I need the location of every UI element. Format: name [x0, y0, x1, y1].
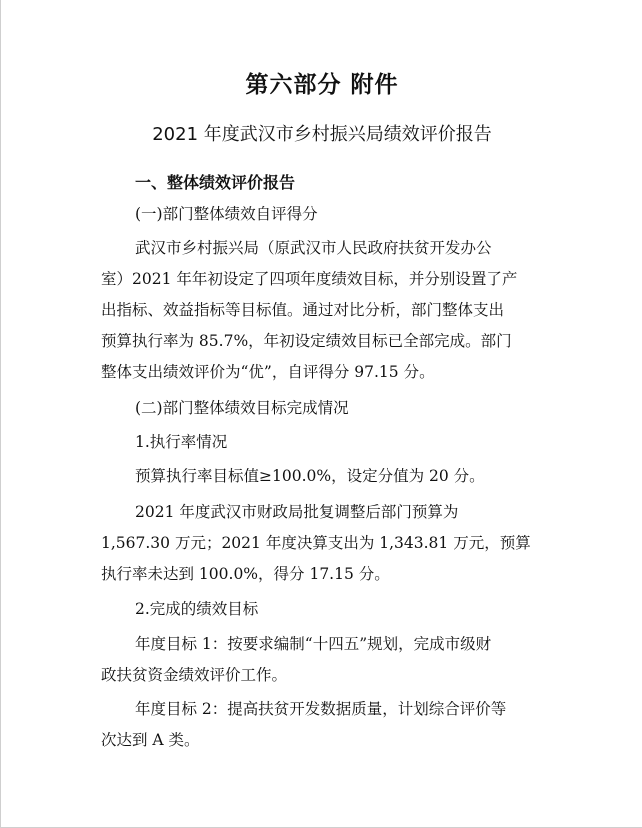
- paragraph-line: 次达到 A 类。: [101, 731, 200, 749]
- paragraph-line: 武汉市乡村振兴局（原武汉市人民政府扶贫开发办公: [135, 239, 492, 257]
- paragraph-line: 预算执行率为 85.7%，年初设定绩效目标已全部完成。部门: [101, 332, 512, 350]
- paragraph-line: 政扶贫资金绩效评价工作。: [101, 666, 288, 684]
- paragraph-line: 年度目标 2：提高扶贫开发数据质量，计划综合评价等: [135, 700, 507, 718]
- paragraph-line: 整体支出绩效评价为“优”，自评得分 97.15 分。: [101, 363, 435, 381]
- section-heading: 一、整体绩效评价报告: [135, 173, 296, 192]
- item-heading: 2.完成的绩效目标: [135, 600, 259, 618]
- paragraph-line: 2021 年度武汉市财政局批复调整后部门预算为: [135, 503, 459, 521]
- paragraph-line: 室）2021 年年初设定了四项年度绩效目标，并分别设置了产: [101, 270, 518, 288]
- item-heading: 1.执行率情况: [135, 433, 228, 451]
- paragraph-line: 预算执行率目标值≥100.0%，设定分值为 20 分。: [135, 467, 485, 485]
- paragraph-line: 出指标、效益指标等目标值。通过对比分析，部门整体支出: [101, 301, 505, 319]
- report-title: 2021 年度武汉市乡村振兴局绩效评价报告: [152, 124, 492, 145]
- paragraph-line: 执行率未达到 100.0%，得分 17.15 分。: [101, 565, 390, 583]
- paragraph-line: 年度目标 1：按要求编制“十四五”规划，完成市级财: [135, 635, 492, 653]
- subsection-heading: (一)部门整体绩效自评得分: [135, 205, 318, 223]
- part-title: 第六部分 附件: [245, 72, 399, 98]
- subsection-heading: (二)部门整体绩效目标完成情况: [135, 399, 349, 417]
- paragraph-line: 1,567.30 万元；2021 年度决算支出为 1,343.81 万元，预算: [101, 534, 531, 552]
